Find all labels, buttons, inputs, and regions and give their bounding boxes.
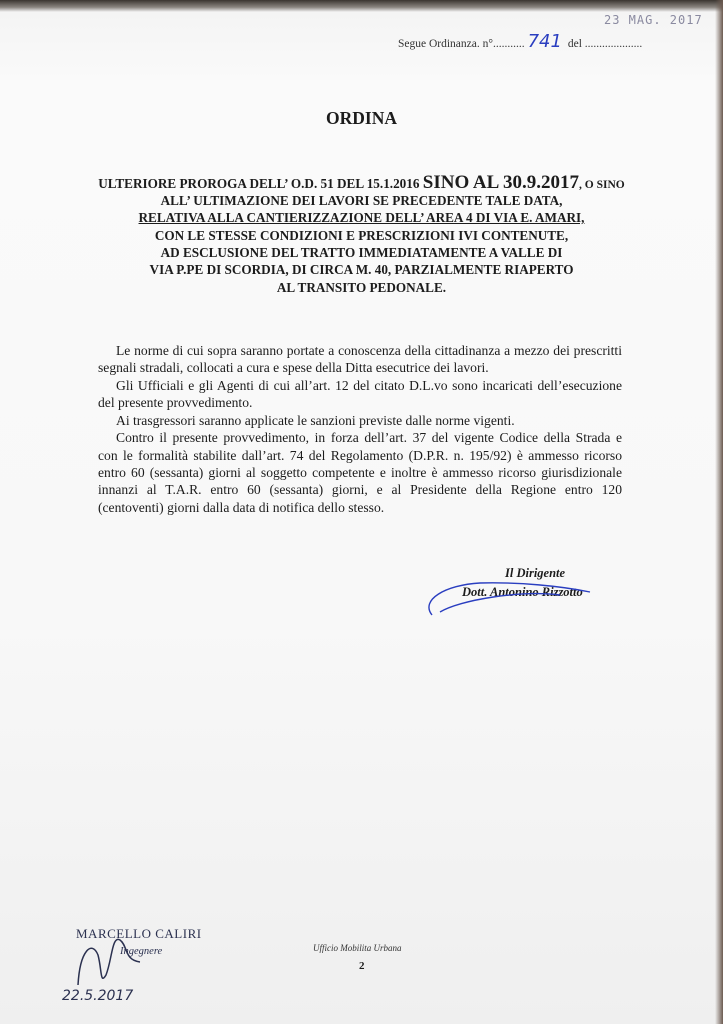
- order-deadline: SINO AL 30.9.2017: [422, 172, 580, 193]
- signatory-name: Dott. Antonino Rizzotto: [462, 585, 583, 599]
- order-line: VIA P.PE DI SCORDIA, DI CIRCA M. 40, PARZIALMENTE RIAPERTO: [149, 262, 574, 277]
- ordinance-label: Segue Ordinanza. n°...........: [398, 38, 525, 50]
- handwritten-date: 22.5.2017: [62, 988, 134, 1004]
- office-name: Ufficio Mobilita Urbana: [313, 943, 402, 953]
- body-line: (centoventi) giorni dalla data di notifica dello stesso.: [98, 500, 385, 515]
- ordinance-date-label: del ....................: [564, 38, 643, 50]
- order-line: CON LE STESSE CONDIZIONI E PRESCRIZIONI IVI CONTENUTE,: [154, 228, 569, 243]
- body-line: del presente provvedimento.: [98, 395, 253, 410]
- body-line: Le norme di cui sopra saranno portate a conoscenza della cittadinanza a mezzo dei prescritti: [116, 343, 622, 358]
- date-stamp: 23 MAG. 2017: [604, 13, 703, 27]
- signatory-role: Il Dirigente: [505, 566, 566, 580]
- order-line: RELATIVA ALLA CANTIERIZZAZIONE DELL’ AREA 4 DI VIA E. AMARI,: [138, 210, 585, 225]
- page-number: 2: [359, 960, 365, 972]
- engineer-stamp-title: Ingegnere: [120, 946, 163, 957]
- body-line: Gli Ufficiali e gli Agenti di cui all’art. 12 del citato D.L.vo sono incaricati dell’esecuzione: [116, 378, 622, 393]
- body-line: Contro il presente provvedimento, in forza dell’art. 37 del vigente Codice della Strada e: [116, 430, 622, 445]
- body-line: con le formalità stabilite dall’art. 74 del Regolamento (D.P.R. n. 195/92) è ammesso ricorso: [98, 448, 622, 463]
- body-line: segnali stradali, collocati a cura e spese della Ditta esecutrice dei lavori.: [98, 360, 489, 375]
- order-line: AL TRANSITO PEDONALE.: [276, 280, 447, 295]
- body-line: Ai trasgressori saranno applicate le sanzioni previste dalle norme vigenti.: [116, 413, 515, 428]
- order-text: , O SINO: [579, 179, 625, 191]
- director-signature: [429, 583, 590, 615]
- body-line: entro 60 (sessanta) giorni al soggetto competente e inoltre è ammesso ricorso giurisdizionale: [98, 465, 622, 480]
- ordinance-number: 741: [527, 31, 562, 52]
- body-line: innanzi al T.A.R. entro 60 (sessanta) giorni, e al Presidente della Regione entro 120: [98, 482, 622, 497]
- order-line: ALL’ ULTIMAZIONE DEI LAVORI SE PRECEDENTE TALE DATA,: [160, 193, 563, 208]
- order-line: AD ESCLUSIONE DEL TRATTO IMMEDIATAMENTE A VALLE DI: [160, 245, 563, 260]
- page-title: ORDINA: [326, 108, 397, 128]
- engineer-stamp-name: MARCELLO CALIRI: [76, 926, 202, 941]
- order-text: ULTERIORE PROROGA DELL’ O.D. 51 DEL 15.1.2016: [98, 176, 423, 191]
